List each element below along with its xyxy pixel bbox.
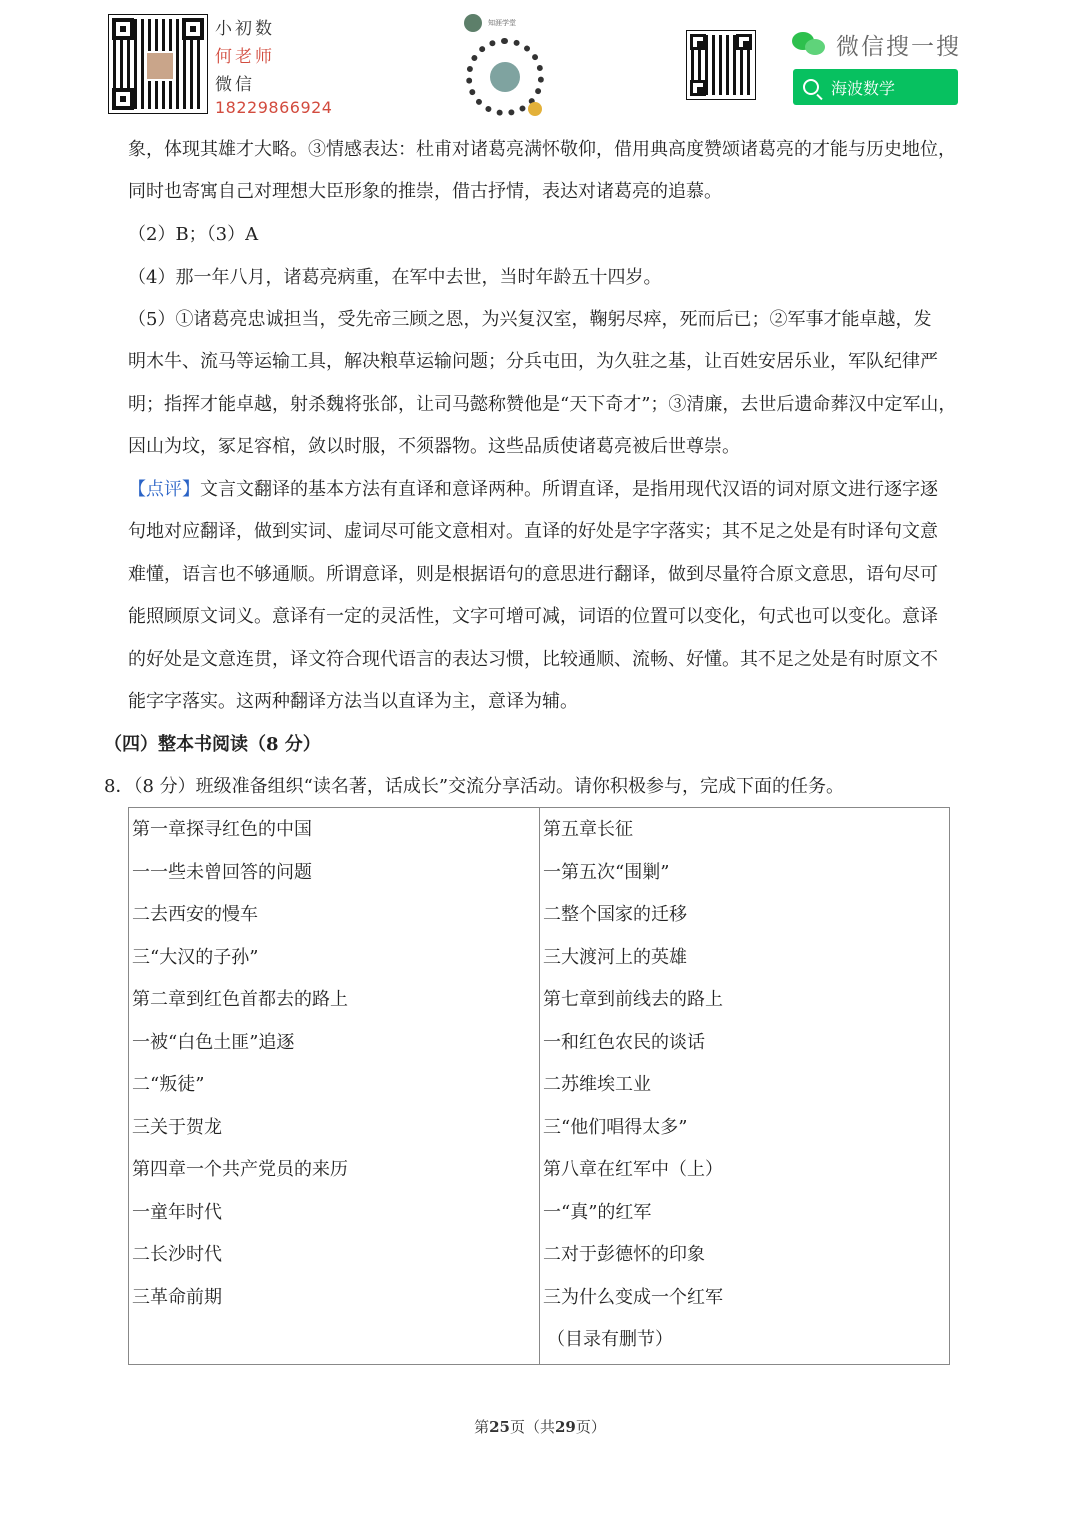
comment-line: 句地对应翻译，做到实词、虚词尽可能文意相对。直译的好处是字字落实；其不足之处是有时译句文意 [128,521,938,542]
search-icon [803,79,819,95]
mini-program-avatar-icon [464,14,482,32]
answer-line: （4）那一年八月，诸葛亮病重，在军中去世，当时年龄五十四岁。 [128,267,662,288]
answer-line: 同时也寄寓自己对理想大臣形象的推崇，借古抒情，表达对诸葛亮的追慕。 [128,181,722,202]
toc-item: 第四章一个共产党员的来历 [132,1159,348,1180]
toc-item: 一童年时代 [132,1201,222,1223]
toc-item: 一和红色农民的谈话 [543,1031,705,1053]
toc-item: 三革命前期 [132,1286,222,1308]
answer-line: 象，体现其雄才大略。③情感表达：杜甫对诸葛亮满怀敬仰，借用典高度赞颂诸葛亮的才能与历史地位， [128,139,956,160]
wechat-qr-code [686,30,756,100]
toc-item: 二长沙时代 [132,1244,222,1265]
toc-item: 二苏维埃工业 [543,1074,651,1095]
toc-item: 一被“白色土匪”追逐 [132,1031,295,1053]
mini-program-badge-icon [528,102,542,116]
wechat-search-title: 微信搜一搜 [836,34,961,60]
page-header [0,0,1080,125]
handwriting-line-2: 何老师 [215,47,275,67]
comment-line: 能字字落实。这两种翻译方法当以直译为主，意译为辅。 [128,691,578,712]
section-title: （四）整本书阅读（8 分） [104,734,321,755]
wechat-search-button[interactable] [793,69,958,105]
toc-item: 一“真”的红军 [543,1201,652,1223]
toc-item: 一一些未曾回答的问题 [132,861,312,883]
mini-program-code [462,12,552,120]
comment-line: 难懂，语言也不够通顺。所谓意译，则是根据语句的意思进行翻译，做到尽量符合原文意思，语句尽可 [128,564,938,585]
teacher-photo [145,51,175,81]
toc-item: 第五章长征 [543,819,633,840]
page-number: 25 [489,1418,510,1436]
toc-item: 三关于贺龙 [132,1116,222,1138]
comment-line: 的好处是文意连贯，译文符合现代语言的表达习惯，比较通顺、流畅、好懂。其不足之处是有时原文不 [128,649,938,670]
comment-label: 【点评】 [128,479,200,500]
page-footer: 第25页（共29页） [474,1418,606,1436]
toc-item: 三“大汉的子孙” [132,946,259,968]
toc-note: （目录有删节） [547,1329,673,1350]
toc-item: 第二章到红色首都去的路上 [132,989,348,1010]
answer-line: （5）①诸葛亮忠诚担当，受先帝三顾之恩，为兴复汉室，鞠躬尽瘁，死而后已；②军事才能卓越，发 [128,309,932,330]
handwriting-phone: 18229866924 [215,98,333,117]
comment-line: 【点评】文言文翻译的基本方法有直译和意译两种。所谓直译，是指用现代汉语的词对原文进行逐字逐 [128,479,938,500]
wechat-logo-icon [792,30,828,58]
toc-left-column [132,818,348,1328]
toc-table [128,807,950,1365]
teacher-qr-code [108,14,208,114]
toc-item: 二“叛徒” [132,1074,205,1095]
toc-item: 三大渡河上的英雄 [543,946,687,968]
toc-item: 二整个国家的迁移 [543,904,687,925]
question-text: 8．（8 分）班级准备组织“读名著，话成长”交流分享活动。请你积极参与，完成下面的任务。 [104,776,845,797]
answer-line: （2）B；（3）A [128,224,259,245]
answer-line: 因山为坟，冢足容棺，敛以时服，不须器物。这些品质使诸葛亮被后世尊崇。 [128,436,740,457]
toc-item: 二去西安的慢车 [132,904,258,925]
toc-item: 二对于彭德怀的印象 [543,1244,705,1265]
toc-item: 第七章到前线去的路上 [543,989,723,1010]
mini-program-caption: 知涯学堂 [488,19,516,27]
answer-line: 明木牛、流马等运输工具，解决粮草运输问题；分兵屯田，为久驻之基，让百姓安居乐业，军队纪律严 [128,351,938,372]
page-total: 29 [555,1418,576,1436]
toc-item: 三“他们唱得太多” [543,1116,688,1138]
handwriting-line-1: 小初数 [215,19,275,39]
handwriting-line-3: 微信 [215,75,255,95]
toc-right-column [543,818,723,1371]
answer-line: 明；指挥才能卓越，射杀魏将张郃，让司马懿称赞他是“天下奇才”；③清廉，去世后遗命葬汉中定军山， [128,394,957,415]
toc-item: 三为什么变成一个红军 [543,1286,723,1308]
comment-line: 能照顾原文词义。意译有一定的灵活性，文字可增可减，词语的位置可以变化，句式也可以变化。意译 [128,606,938,627]
toc-item: 第八章在红军中（上） [543,1159,723,1180]
toc-item: 一第五次“围剿” [543,861,670,883]
toc-item: 第一章探寻红色的中国 [132,819,312,840]
wechat-search-keyword: 海波数学 [831,78,896,98]
